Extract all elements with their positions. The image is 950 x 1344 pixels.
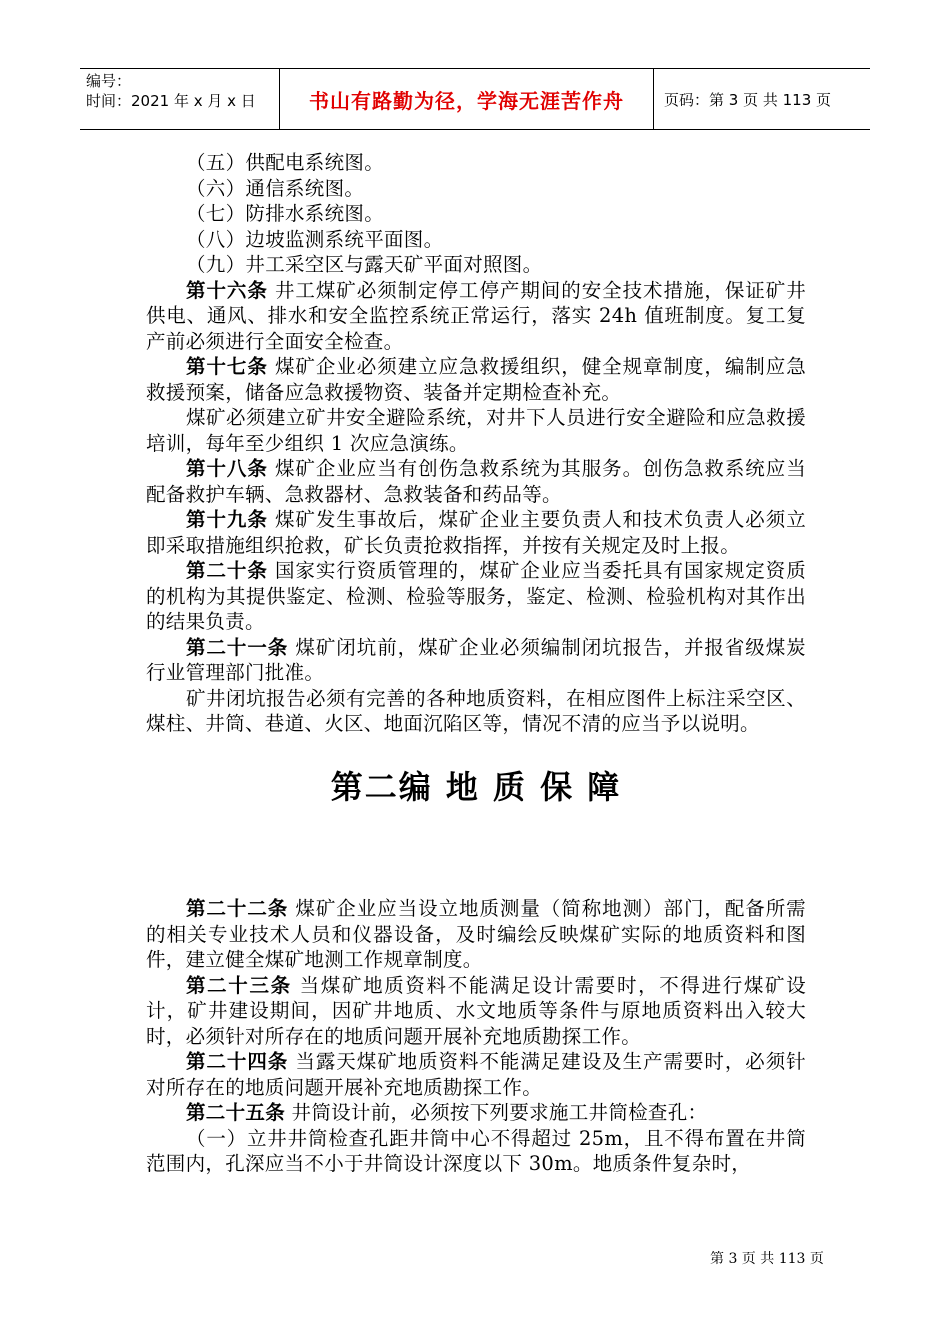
- header-motto: 书山有路勤为径，学海无涯苦作舟: [280, 69, 654, 129]
- article-text: 煤矿企业应当设立地质测量（简称地测）部门，配备所需的相关专业技术人员和仪器设备，及时编绘反映煤矿实际的地质资料和图件，建立健全煤矿地测工作规章制度。: [146, 897, 806, 971]
- article-paragraph: [146, 1126, 806, 1177]
- article-text: 煤矿闭坑前，煤矿企业必须编制闭坑报告，并报省级煤炭行业管理部门批准。: [146, 635, 806, 684]
- article-paragraph: [146, 558, 806, 635]
- article-paragraph: [146, 278, 806, 355]
- header-page-info: 页码：第 3 页 共 113 页: [664, 90, 832, 109]
- article-text: 井工煤矿必须制定停工停产期间的安全技术措施，保证矿井供电、通风、排水和安全监控系统正常运行，落实 24h 值班制度。复工复产前必须进行全面安全检查。: [146, 278, 806, 353]
- article-title: 第十八条: [186, 457, 268, 480]
- article-paragraph: [146, 1049, 806, 1100]
- article-paragraph: [146, 973, 806, 1050]
- article-title: 第二十一条: [186, 635, 289, 659]
- list-item: （五）供配电系统图。: [186, 151, 385, 174]
- article-text: （一）立井井筒检查孔距井筒中心不得超过 25m，且不得布置在井筒范围内，孔深应当不小于井筒设计深度以下 30m。地质条件复杂时，: [146, 1126, 806, 1175]
- list-item: （七）防排水系统图。: [186, 202, 385, 225]
- article-paragraph: [146, 896, 806, 973]
- article-paragraph: [146, 507, 806, 558]
- article-title: 第二十四条: [186, 1050, 289, 1073]
- article-text: 井筒设计前，必须按下列要求施工井筒检查孔：: [285, 1101, 708, 1124]
- article-text: 当露天煤矿地质资料不能满足建设及生产需要时，必须针对所存在的地质问题开展补充地质勘探工作。: [146, 1050, 806, 1099]
- article-paragraph: [146, 456, 806, 507]
- page-footer: 第 3 页 共 113 页: [710, 1251, 824, 1267]
- number-label: 编号：: [86, 72, 132, 90]
- article-paragraph: [146, 354, 806, 405]
- article-text: 煤矿企业必须建立应急救援组织，健全规章制度，编制应急救援预案，储备应急救援物资、装备并定期检查补充。: [146, 355, 806, 404]
- article-text: 国家实行资质管理的，煤矿企业应当委托具有国家规定资质的机构为其提供鉴定、检测、检验等服务，鉴定、检测、检验机构对其作出的结果负责。: [146, 559, 806, 633]
- article-title: 第二十五条: [186, 1101, 286, 1124]
- article-text: 矿井闭坑报告必须有完善的各种地质资料，在相应图件上标注采空区、煤柱、井筒、巷道、火区、地面沉陷区等，情况不清的应当予以说明。: [146, 686, 806, 735]
- article-title: 第二十二条: [186, 897, 289, 920]
- list-item: （六）通信系统图。: [186, 176, 365, 200]
- article-title: 第二十三条: [186, 973, 292, 997]
- article-paragraph: [146, 635, 806, 686]
- section-heading: 第二编 地 质 保 障: [330, 767, 622, 806]
- header-meta: [80, 69, 280, 129]
- article-title: 第十九条: [186, 508, 268, 531]
- document-body: [146, 150, 806, 1177]
- list-item: （八）边坡监测系统平面图。: [186, 227, 444, 251]
- article-paragraph: [146, 1100, 806, 1126]
- article-title: 第二十条: [186, 559, 268, 582]
- article-text: 煤矿发生事故后，煤矿企业主要负责人和技术负责人必须立即采取措施组织抢救，矿长负责抢救指挥，并按有关规定及时上报。: [146, 508, 806, 557]
- time-label: 时间：2021 年 x 月 x 日: [86, 92, 256, 110]
- article-text: 当煤矿地质资料不能满足设计需要时，不得进行煤矿设计，矿井建设期间，因矿井地质、水文地质等条件与原地质资料出入较大时，必须针对所存在的地质问题开展补充地质勘探工作。: [146, 973, 806, 1048]
- article-text: 煤矿企业应当有创伤急救系统为其服务。创伤急救系统应当配备救护车辆、急救器材、急救装备和药品等。: [146, 457, 806, 506]
- list-item: （九）井工采空区与露天矿平面对照图。: [186, 253, 543, 276]
- page-header: [80, 68, 870, 130]
- article-paragraph: [146, 405, 806, 456]
- article-text: 煤矿必须建立矿井安全避险系统，对井下人员进行安全避险和应急救援培训，每年至少组织 1 次应急演练。: [146, 406, 806, 455]
- article-title: 第十六条: [186, 278, 268, 302]
- article-paragraph: [146, 686, 806, 737]
- article-title: 第十七条: [186, 355, 268, 378]
